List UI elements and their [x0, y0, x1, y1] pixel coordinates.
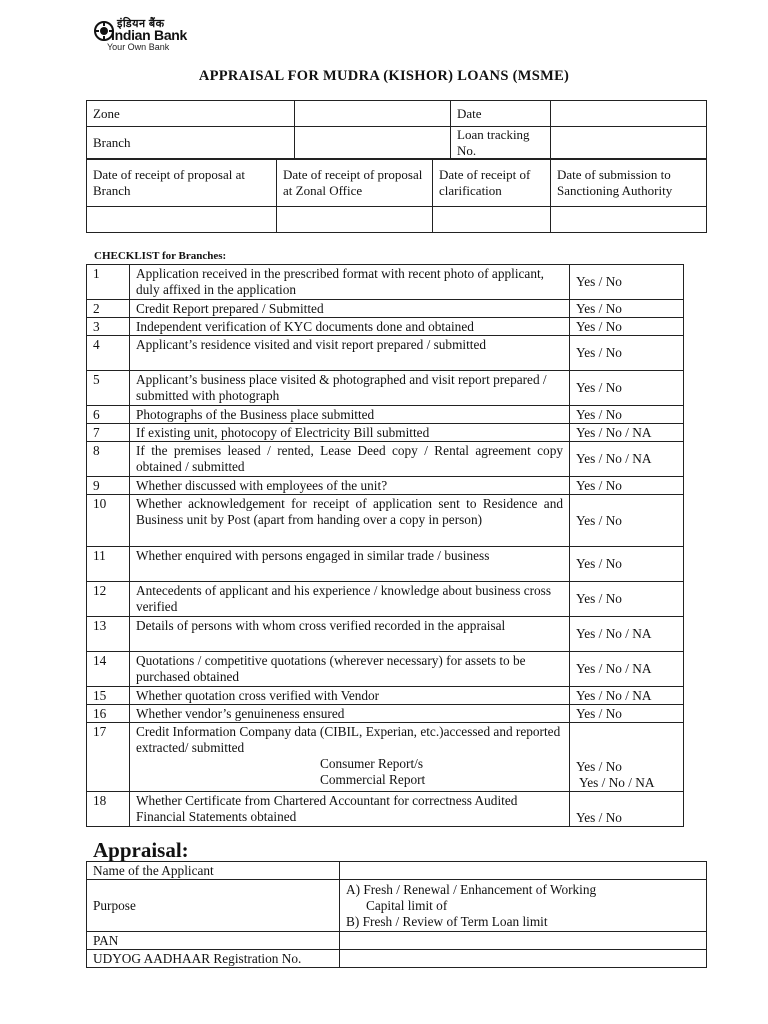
item-answer[interactable]: Yes / No / NA	[570, 617, 684, 652]
logo-tagline: Your Own Bank	[107, 42, 170, 52]
purpose-option-b: B) Fresh / Review of Term Loan limit	[346, 913, 548, 929]
udyog-aadhaar-label: UDYOG AADHAAR Registration No.	[87, 950, 340, 968]
table-row	[87, 477, 684, 495]
consumer-report-label: Consumer Report/s	[320, 756, 424, 771]
table-row	[87, 723, 684, 792]
purpose-option-a: A) Fresh / Renewal / Enhancement of Working	[346, 881, 597, 897]
item-number: 16	[87, 705, 130, 723]
date-value[interactable]	[551, 101, 707, 127]
table-row	[87, 442, 684, 477]
table-row	[87, 318, 684, 336]
item-number: 18	[87, 792, 130, 827]
item-number: 5	[87, 371, 130, 406]
purpose-value[interactable]	[340, 880, 707, 932]
item-number: 13	[87, 617, 130, 652]
item-text: Application received in the prescribed format with recent photo of applicant, duly affixed in the application	[130, 265, 570, 300]
item-number: 10	[87, 495, 130, 547]
table-row	[87, 424, 684, 442]
table-row	[87, 406, 684, 424]
table-row	[87, 792, 684, 827]
item-text: Applicant’s residence visited and visit report prepared / submitted	[130, 336, 570, 371]
item-number: 15	[87, 687, 130, 705]
item-text: Independent verification of KYC documents done and obtained	[130, 318, 570, 336]
receipt-clarification-value[interactable]	[433, 207, 551, 233]
item-text: Whether acknowledgement for receipt of application sent to Residence and Business unit by Post (apart from handing over a copy in person)	[130, 495, 570, 547]
item-number: 8	[87, 442, 130, 477]
receipt-dates-table	[86, 158, 707, 233]
checklist-label: CHECKLIST for Branches:	[94, 250, 227, 262]
table-row	[87, 495, 684, 547]
item-text: Photographs of the Business place submitted	[130, 406, 570, 424]
item-answer[interactable]: Yes / No	[570, 582, 684, 617]
item-answer[interactable]: Yes / No / NA	[570, 687, 684, 705]
checklist-table	[86, 264, 684, 827]
branch-value[interactable]	[295, 127, 451, 160]
item-number: 12	[87, 582, 130, 617]
item-number: 7	[87, 424, 130, 442]
item-number: 4	[87, 336, 130, 371]
logo-name-text: Indian Bank	[111, 27, 188, 43]
date-label: Date	[451, 101, 551, 127]
item-text: Quotations / competitive quotations (wherever necessary) for assets to be purchased obtained	[130, 652, 570, 687]
item-answer[interactable]: Yes / No / NA	[570, 442, 684, 477]
item-text: Whether vendor’s genuineness ensured	[130, 705, 570, 723]
item-text: Credit Report prepared / Submitted	[130, 300, 570, 318]
commercial-report-label: Commercial Report	[320, 772, 426, 787]
table-row	[87, 336, 684, 371]
item-answer[interactable]: Yes / No	[570, 495, 684, 547]
indian-bank-logo	[93, 16, 193, 54]
item-number: 9	[87, 477, 130, 495]
item-answer[interactable]: Yes / No	[570, 300, 684, 318]
item-number: 1	[87, 265, 130, 300]
item-text: If the premises leased / rented, Lease Deed copy / Rental agreement copy obtained / submitted	[130, 442, 570, 477]
header-table	[86, 100, 707, 160]
item-text: Whether quotation cross verified with Vendor	[130, 687, 570, 705]
purpose-label: Purpose	[87, 880, 340, 932]
table-row	[87, 705, 684, 723]
item-text: Antecedents of applicant and his experience / knowledge about business cross verified	[130, 582, 570, 617]
receipt-zonal-label: Date of receipt of proposal at Zonal Office	[277, 159, 433, 207]
loan-tracking-label: Loan tracking No.	[451, 127, 551, 160]
receipt-branch-label: Date of receipt of proposal at Branch	[87, 159, 277, 207]
table-row	[87, 582, 684, 617]
receipt-clarification-label: Date of receipt of clarification	[433, 159, 551, 207]
item-answer[interactable]: Yes / No	[570, 265, 684, 300]
item-answer[interactable]: Yes / No / NA	[570, 424, 684, 442]
item-answer[interactable]: Yes / No	[570, 318, 684, 336]
appraisal-heading: Appraisal:	[93, 838, 189, 862]
page-title: APPRAISAL FOR MUDRA (KISHOR) LOANS (MSME)	[198, 68, 570, 84]
purpose-option-a-cont: Capital limit of	[366, 897, 448, 913]
item-number: 17	[87, 723, 130, 792]
item-answer[interactable]: Yes / No	[570, 547, 684, 582]
item-answer[interactable]: Yes / No	[570, 336, 684, 371]
table-row	[87, 265, 684, 300]
item-answer[interactable]: Yes / No / NA	[570, 652, 684, 687]
table-row	[87, 300, 684, 318]
item-text: Whether enquired with persons engaged in similar trade / business	[130, 547, 570, 582]
udyog-aadhaar-value[interactable]	[340, 950, 707, 968]
item-text: Applicant’s business place visited & photographed and visit report prepared / submitted with photograph	[130, 371, 570, 406]
zone-label: Zone	[87, 101, 295, 127]
table-row	[87, 687, 684, 705]
item-answer[interactable]: Yes / No Yes / No / NA	[570, 723, 684, 792]
pan-label: PAN	[87, 932, 340, 950]
item-number: 6	[87, 406, 130, 424]
item-answer[interactable]: Yes / No	[570, 371, 684, 406]
table-row	[87, 617, 684, 652]
item-answer[interactable]: Yes / No	[570, 477, 684, 495]
logo-hindi-text: इंडियन बैंक	[117, 18, 165, 30]
applicant-name-value[interactable]	[340, 862, 707, 880]
receipt-branch-value[interactable]	[87, 207, 277, 233]
pan-value[interactable]	[340, 932, 707, 950]
item-text: If existing unit, photocopy of Electricity Bill submitted	[130, 424, 570, 442]
item-text: Whether discussed with employees of the unit?	[130, 477, 570, 495]
item-number: 2	[87, 300, 130, 318]
branch-label: Branch	[87, 127, 295, 160]
item-answer[interactable]: Yes / No	[570, 705, 684, 723]
item-answer[interactable]: Yes / No	[570, 406, 684, 424]
appraisal-table	[86, 861, 707, 968]
item-number: 11	[87, 547, 130, 582]
submission-authority-value[interactable]	[551, 207, 707, 233]
item-number: 14	[87, 652, 130, 687]
loan-tracking-value[interactable]	[551, 127, 707, 160]
table-row	[87, 547, 684, 582]
item-number: 3	[87, 318, 130, 336]
item-text: Whether Certificate from Chartered Accountant for correctness Audited Financial Statements obtained	[130, 792, 570, 827]
item-text: Credit Information Company data (CIBIL, Experian, etc.)accessed and reported extracted/ submitted Consumer Report/s Commercial Report	[130, 723, 570, 792]
receipt-zonal-value[interactable]	[277, 207, 433, 233]
table-row	[87, 652, 684, 687]
table-row	[87, 371, 684, 406]
applicant-name-label: Name of the Applicant	[87, 862, 340, 880]
zone-value[interactable]	[295, 101, 451, 127]
item-answer[interactable]: Yes / No	[570, 792, 684, 827]
submission-authority-label: Date of submission to Sanctioning Authority	[551, 159, 707, 207]
item-text: Details of persons with whom cross verified recorded in the appraisal	[130, 617, 570, 652]
